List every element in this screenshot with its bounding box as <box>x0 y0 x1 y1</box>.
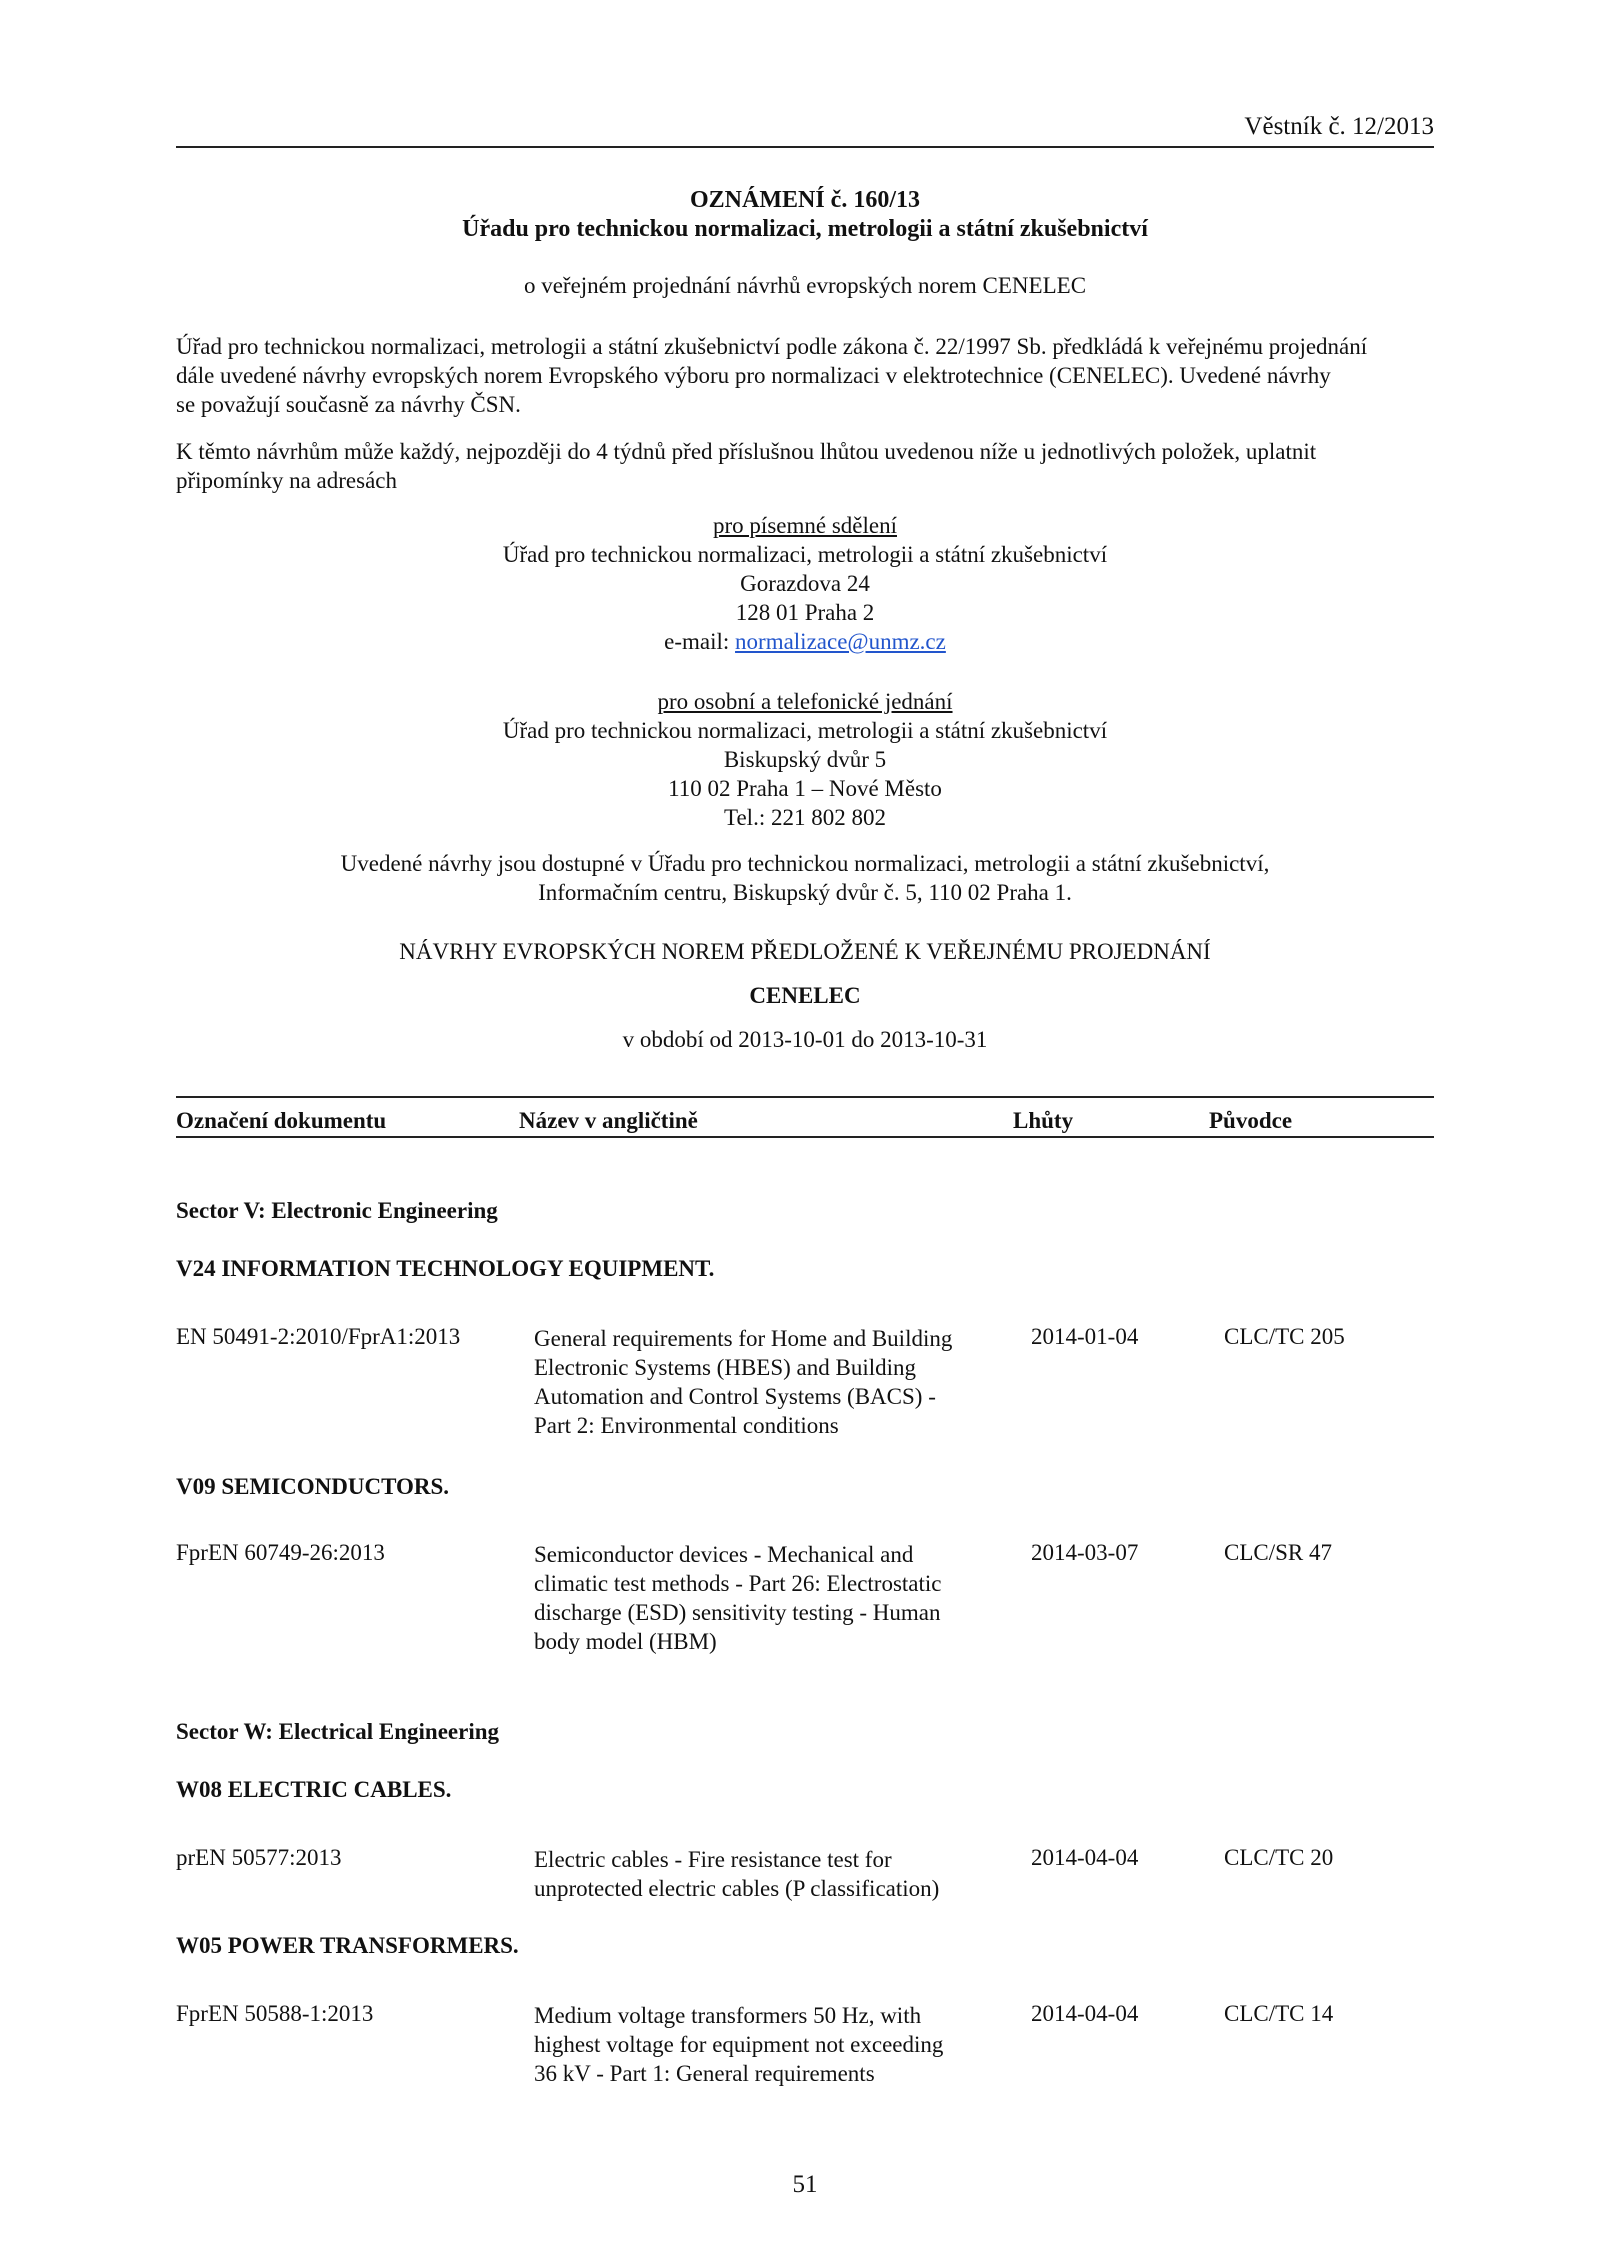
row-title-line: highest voltage for equipment not exceeding <box>534 2032 944 2057</box>
column-header-doc: Označení dokumentu <box>176 1108 387 1133</box>
row-title-line: Semiconductor devices - Mechanical and <box>534 1542 914 1567</box>
address-written <box>176 511 1434 656</box>
row-title-line: Part 2: Environmental conditions <box>534 1413 839 1438</box>
row-title-line: unprotected electric cables (P classification) <box>534 1876 940 1901</box>
row-title-line: body model (HBM) <box>534 1629 717 1654</box>
row-title-line: Automation and Control Systems (BACS) - <box>534 1384 936 1409</box>
row-title-line: 36 kV - Part 1: General requirements <box>534 2061 875 2086</box>
row-deadline: 2014-03-07 <box>1031 1540 1139 1565</box>
journal-header: Věstník č. 12/2013 <box>1244 113 1434 140</box>
row-title-line: climatic test methods - Part 26: Electrostatic <box>534 1571 942 1596</box>
page-number: 51 <box>792 2171 818 2198</box>
intro-p1-line: Úřad pro technickou normalizaci, metrologii a státní zkušebnictví podle zákona č. 22/1997 Sb. předkládá k veřejnému projednání <box>176 334 1368 359</box>
group-heading: W05 POWER TRANSFORMERS. <box>176 1933 519 1958</box>
column-header-originator: Původce <box>1209 1108 1293 1133</box>
address-personal-street: Biskupský dvůr 5 <box>723 747 887 772</box>
notice-title: OZNÁMENÍ č. 160/13 <box>690 187 920 213</box>
row-doc-id: EN 50491-2:2010/FprA1:2013 <box>176 1324 461 1349</box>
address-personal <box>176 687 1434 832</box>
table-top-rule <box>176 1096 1434 1098</box>
intro-p1-line: dále uvedené návrhy evropských norem Evropského výboru pro normalizaci v elektrotechnice (CENELEC). Uvedené návrhy <box>176 363 1331 388</box>
group-heading: W08 ELECTRIC CABLES. <box>176 1777 452 1802</box>
address-personal-heading: pro osobní a telefonické jednání <box>657 689 953 714</box>
row-title-line: Electric cables - Fire resistance test for <box>534 1847 892 1872</box>
group-heading: V09 SEMICONDUCTORS. <box>176 1474 450 1499</box>
row-title <box>534 1845 994 1903</box>
row-title <box>534 1540 994 1656</box>
intro-p2-line: připomínky na adresách <box>176 468 397 493</box>
row-doc-id: FprEN 50588-1:2013 <box>176 2001 374 2026</box>
header-rule <box>176 146 1434 148</box>
row-title <box>534 1324 994 1440</box>
availability-line: Uvedené návrhy jsou dostupné v Úřadu pro technickou normalizaci, metrologii a státní zkušebnictví, <box>340 851 1270 876</box>
email-link[interactable]: normalizace@unmz.cz <box>735 629 946 654</box>
notice-authority: Úřadu pro technickou normalizaci, metrologii a státní zkušebnictví <box>462 216 1148 242</box>
drafts-org: CENELEC <box>749 983 861 1008</box>
column-header-deadline: Lhůty <box>1013 1108 1074 1133</box>
notice-subject: o veřejném projednání návrhů evropských norem CENELEC <box>523 273 1087 298</box>
address-written-city: 128 01 Praha 2 <box>735 600 875 625</box>
row-doc-id: prEN 50577:2013 <box>176 1845 342 1870</box>
intro-paragraph-2 <box>176 437 1434 495</box>
intro-p1-line: se považují současně za návrhy ČSN. <box>176 392 521 417</box>
sector-heading: Sector W: Electrical Engineering <box>176 1719 500 1744</box>
column-header-name: Název v angličtině <box>519 1108 698 1133</box>
address-written-heading: pro písemné sdělení <box>713 513 897 538</box>
address-personal-org: Úřad pro technickou normalizaci, metrologii a státní zkušebnictví <box>502 718 1108 743</box>
row-title-line: Medium voltage transformers 50 Hz, with <box>534 2003 922 2028</box>
intro-paragraph-1 <box>176 332 1434 419</box>
row-title-line: General requirements for Home and Building <box>534 1326 953 1351</box>
row-title <box>534 2001 994 2088</box>
drafts-period: v období od 2013-10-01 do 2013-10-31 <box>622 1027 988 1052</box>
row-deadline: 2014-01-04 <box>1031 1324 1139 1349</box>
table-header-rule <box>176 1136 1434 1138</box>
address-personal-city: 110 02 Praha 1 – Nové Město <box>668 776 942 801</box>
drafts-heading: NÁVRHY EVROPSKÝCH NOREM PŘEDLOŽENÉ K VEŘEJNÉMU PROJEDNÁNÍ <box>399 939 1211 964</box>
address-written-org: Úřad pro technickou normalizaci, metrologii a státní zkušebnictví <box>502 542 1108 567</box>
sector-heading: Sector V: Electronic Engineering <box>176 1198 498 1223</box>
row-originator: CLC/TC 20 <box>1224 1845 1334 1870</box>
row-doc-id: FprEN 60749-26:2013 <box>176 1540 385 1565</box>
row-originator: CLC/SR 47 <box>1224 1540 1333 1565</box>
address-written-email-line <box>176 627 1434 656</box>
row-originator: CLC/TC 205 <box>1224 1324 1345 1349</box>
intro-p2-line: K těmto návrhům může každý, nejpozději do 4 týdnů před příslušnou lhůtou uvedenou níže u jednotlivých položek, uplatnit <box>176 439 1317 464</box>
row-deadline: 2014-04-04 <box>1031 2001 1139 2026</box>
row-deadline: 2014-04-04 <box>1031 1845 1139 1870</box>
availability-note <box>176 849 1434 907</box>
row-title-line: discharge (ESD) sensitivity testing - Human <box>534 1600 941 1625</box>
address-personal-phone: Tel.: 221 802 802 <box>724 805 886 830</box>
row-originator: CLC/TC 14 <box>1224 2001 1334 2026</box>
address-written-street: Gorazdova 24 <box>740 571 870 596</box>
row-title-line: Electronic Systems (HBES) and Building <box>534 1355 917 1380</box>
availability-line: Informačním centru, Biskupský dvůr č. 5, 110 02 Praha 1. <box>538 880 1072 905</box>
group-heading: V24 INFORMATION TECHNOLOGY EQUIPMENT. <box>176 1256 715 1281</box>
email-label: e-mail: <box>664 629 736 654</box>
